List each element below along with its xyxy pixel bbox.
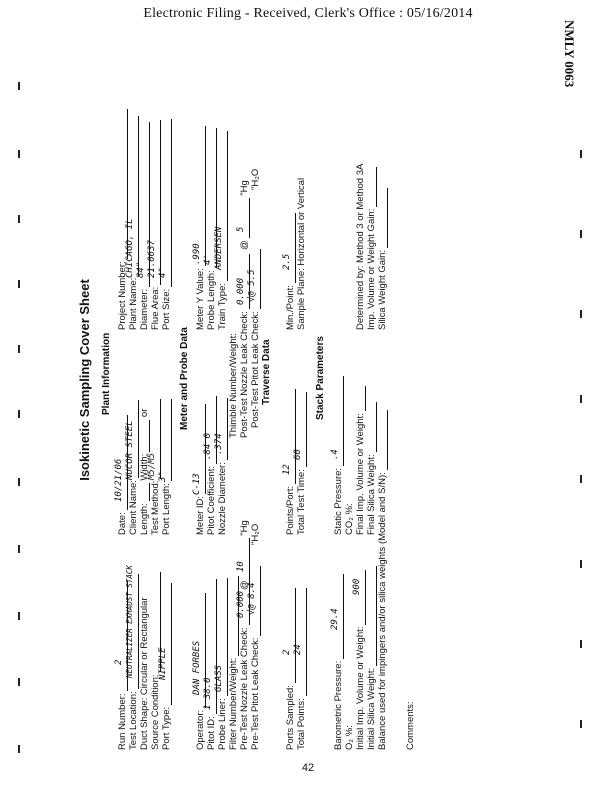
project-number-label: Project Number:	[117, 261, 128, 330]
final-imp-field	[355, 386, 366, 535]
pre-at-label: @	[239, 580, 250, 590]
static-value: .4	[330, 449, 340, 460]
test-location-value: NEUTRALIZER EXHAUST STACK	[125, 565, 134, 678]
post-at-value: 5	[236, 226, 246, 232]
train-type-value: ANDERSEN	[214, 226, 224, 270]
ports-sampled-value: 2	[282, 649, 292, 655]
flue-area-label: Flue Area:	[150, 286, 161, 330]
static-label: Static Pressure:	[333, 467, 344, 535]
pre-pitot-label: Pre-Test Pitot Leak Check:	[250, 637, 261, 750]
post-nozzle-label: Post-Test Nozzle Leak Check:	[239, 311, 250, 438]
o2-label: O₂ %:	[344, 725, 355, 750]
post-pitot-value: √@ 5.5	[247, 269, 257, 302]
right-margin-marks	[580, 0, 584, 800]
stack-heading: Stack Parameters	[315, 336, 326, 420]
baro-label: Barometric Pressure:	[333, 660, 344, 750]
determined-field	[355, 164, 366, 330]
ports-sampled-field	[285, 588, 296, 750]
pre-h2o-label: "H₂O	[250, 523, 261, 545]
client-label: Client Name:	[128, 480, 139, 535]
meter-id-field	[195, 404, 206, 535]
init-silica-field	[366, 566, 377, 750]
run-number-label: Run Number:	[117, 693, 128, 750]
pitot-coef-field	[206, 396, 217, 535]
meter-y-value: .990	[192, 243, 202, 265]
balance-label: Balance used for impingers and/or silica weights (Model and S/N):	[377, 472, 388, 750]
diameter-label: Diameter:	[139, 288, 150, 330]
port-size-label: Port Size:	[161, 288, 172, 330]
probe-length-label: Probe Length:	[206, 270, 217, 330]
final-silica-label: Final Silica Weight:	[366, 454, 377, 535]
duct-shape-value: Circular or Rectangular	[139, 597, 150, 696]
meter-y-field	[195, 126, 206, 330]
flue-area-value: 21.0637	[147, 240, 157, 278]
pitot-id-value: 1 38.0	[203, 677, 213, 710]
post-nozzle-value: 0.000	[236, 277, 246, 305]
post-pitot-unit	[250, 169, 261, 190]
filter-label: Filter Number/Weight:	[228, 657, 239, 750]
points-port-field	[285, 389, 296, 535]
total-points-label: Total Points:	[296, 698, 307, 750]
duct-shape-field	[139, 597, 150, 750]
ports-sampled-label: Ports Sampled:	[285, 685, 296, 750]
train-type-label: Train Type:	[217, 283, 228, 330]
silica-gain-field	[377, 188, 388, 330]
filing-header: Electronic Filing - Received, Clerk's Office : 05/16/2014	[143, 6, 473, 21]
comments-field	[405, 701, 416, 750]
init-imp-label: Initial Imp. Volume or Weight:	[355, 626, 366, 750]
meter-heading: Meter and Probe Data	[179, 327, 190, 430]
post-nozzle-at	[239, 180, 250, 250]
pre-pitot-value: √@ 8.4	[247, 582, 257, 615]
test-method-label: Test Method:	[150, 480, 161, 535]
min-point-label: Min./Point:	[285, 285, 296, 330]
total-time-field	[296, 392, 307, 535]
points-port-label: Points/Port:	[285, 485, 296, 535]
nozzle-dia-label: Nozzle Diameter:	[217, 462, 228, 535]
co2-label: CO₂ %:	[344, 503, 355, 535]
total-time-value: 60	[293, 449, 303, 460]
date-value: 10/21/06	[114, 458, 124, 502]
cover-sheet	[75, 10, 515, 750]
operator-label: Operator:	[195, 709, 206, 750]
final-imp-label: Final Imp. Volume or Weight:	[355, 413, 366, 535]
nozzle-dia-field	[217, 398, 228, 535]
comments-label: Comments:	[405, 701, 416, 750]
o2-field	[344, 725, 355, 750]
test-method-value: M5/M5	[147, 452, 157, 480]
operator-value: DAN FORBES	[192, 640, 202, 695]
imp-gain-field	[366, 167, 377, 330]
init-imp-field	[355, 570, 366, 750]
points-port-value: 12	[282, 464, 292, 475]
port-type-label: Port Type:	[161, 706, 172, 750]
pitot-coef-value: .84 0	[203, 432, 213, 460]
final-silica-field	[366, 402, 377, 535]
total-time-label: Total Test Time:	[296, 469, 307, 535]
init-silica-label: Initial Silica Weight:	[366, 667, 377, 750]
sample-plane-label: Sample Plane: Horizontal or Vertical	[296, 177, 307, 330]
init-imp-value: 900	[352, 578, 362, 595]
port-size-value: 4"	[158, 267, 168, 278]
width-label: Width:	[139, 453, 150, 481]
traverse-heading: Traverse Data	[261, 339, 272, 405]
imp-gain-label: Imp. Volume or Weight Gain:	[366, 208, 377, 330]
thimble-field	[228, 333, 239, 438]
length-label: Length:	[139, 503, 150, 535]
test-location-label: Test Location:	[128, 691, 139, 750]
co2-field	[344, 503, 355, 535]
diameter-field	[139, 122, 150, 330]
source-condition-label: Source Condition:	[150, 674, 161, 750]
sheet-title: Isokinetic Sampling Cover Sheet	[77, 279, 92, 481]
baro-value: 29.4	[330, 608, 340, 630]
pre-nozzle-label: Pre-Test Nozzle Leak Check:	[239, 627, 250, 750]
sample-plane-field	[296, 178, 307, 330]
plant-name-label: Plant Name:	[128, 277, 139, 330]
pitot-id-label: Pitot ID:	[206, 716, 217, 750]
probe-length-value: 4'	[203, 254, 213, 265]
date-label: Date:	[117, 512, 128, 535]
plant-name-value: CHICAGO, IL	[125, 218, 135, 278]
pre-nozzle-value: 0.000	[236, 590, 246, 618]
total-points-value: 24	[293, 644, 303, 655]
plant-info-heading: Plant Information	[101, 332, 112, 415]
page-number: 42	[301, 762, 315, 774]
thimble-label: Thimble Number/Weight:	[228, 333, 239, 438]
pre-nozzle-at	[239, 520, 250, 590]
post-pitot-label: Post-Test Pitot Leak Check:	[250, 311, 261, 428]
post-hg-label: "Hg	[239, 180, 250, 196]
post-at-label: @	[239, 240, 250, 250]
meter-id-label: Meter ID:	[195, 495, 206, 535]
meter-y-label: Meter Y Value:	[195, 268, 206, 330]
pre-at-value: 10	[236, 561, 246, 572]
silica-gain-label: Silica Weight Gain:	[377, 249, 388, 330]
bates-stamp-text: NMLY 0063	[562, 20, 577, 88]
baro-field	[333, 574, 344, 750]
meter-id-value: C-13	[192, 473, 202, 495]
duct-shape-label: Duct Shape:	[139, 697, 150, 750]
port-length-label: Port Length:	[161, 483, 172, 535]
post-h2o-label: "H₂O	[250, 168, 261, 190]
determined-label: Determined by: Method 3 or Method 3A	[355, 163, 366, 330]
nozzle-dia-value: .374	[214, 433, 224, 455]
left-margin-marks	[18, 0, 22, 800]
diameter-value: 84"	[136, 261, 146, 278]
port-length-value: 3"	[158, 471, 168, 482]
port-length-field	[161, 399, 172, 535]
min-point-value: 2.5	[282, 253, 292, 270]
pre-hg-label: "Hg	[239, 520, 250, 536]
pitot-coef-label: Pitot Coefficient:	[206, 465, 217, 535]
probe-liner-label: Probe Liner:	[217, 698, 228, 750]
flue-area-field	[150, 120, 161, 330]
balance-field	[377, 410, 388, 750]
client-value: NUCOR STEEL	[125, 420, 135, 480]
or-label: or	[139, 408, 150, 418]
min-point-field	[285, 213, 296, 330]
port-size-field	[161, 119, 172, 330]
pre-pitot-unit	[250, 524, 261, 545]
total-points-field	[296, 588, 307, 750]
run-number-value: 2	[114, 659, 124, 665]
port-type-value: NIPPLE	[158, 647, 168, 680]
probe-liner-value: GLASS	[214, 664, 224, 692]
